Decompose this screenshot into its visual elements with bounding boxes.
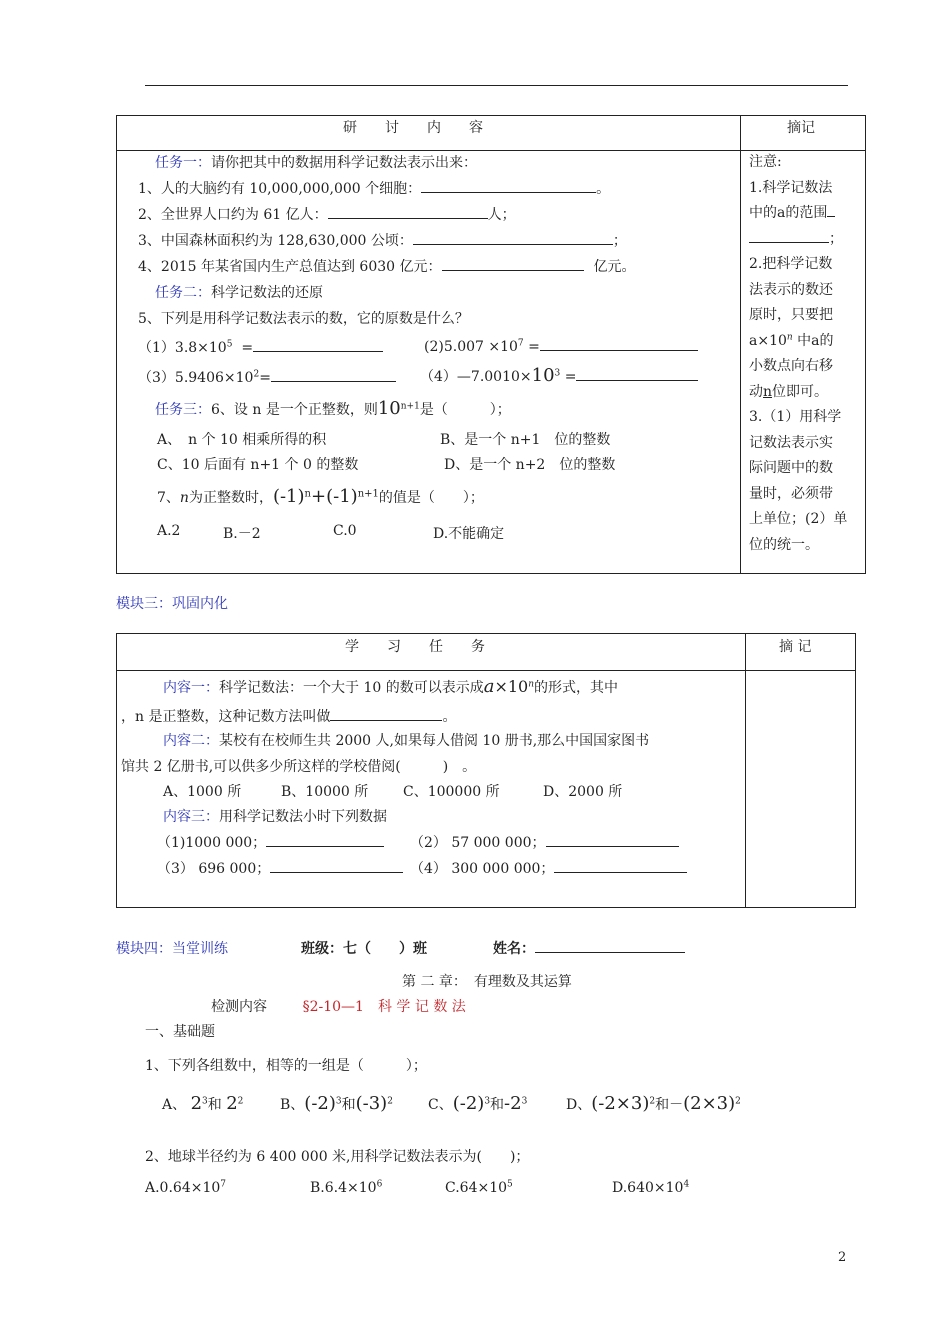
note-line-8: 小数点向右移 (749, 358, 833, 374)
content1-label: 内容一： (163, 680, 219, 696)
note-line-10: 3.（1）用科学 (749, 409, 842, 425)
question-2-text: 2、全世界人口约为 61 亿人： (138, 207, 328, 223)
answer-blank-1[interactable] (421, 179, 596, 193)
b2-option-b[interactable] (310, 1180, 382, 1196)
b1-d2: (2×3) (683, 1093, 736, 1114)
question-4-text: 4、2015 年某省国内生产总值达到 6030 亿元： (138, 259, 442, 275)
content2-option-d[interactable]: D、2000 所 (543, 784, 623, 800)
chapter-title: 第 二 章： 有理数及其运算 (402, 974, 572, 990)
content3-item-3 (157, 858, 403, 878)
content2-line1 (163, 730, 649, 750)
note-line-3-text: ； (829, 230, 843, 247)
question-5-1 (138, 337, 383, 357)
table2-header-rule (116, 670, 856, 671)
content1-line2-text: ，n 是正整数，这种记数方法叫做 (121, 709, 331, 725)
note-line-14: 上单位；(2）单 (749, 511, 848, 527)
b2-b-text: B.6.4×10 (310, 1180, 377, 1196)
content3-blank-2[interactable] (546, 833, 679, 847)
b1-a1: 2 (190, 1093, 203, 1114)
q6-exp: n+1 (400, 401, 420, 412)
test-section: §2-10—1 科 学 记 数 法 (302, 999, 466, 1015)
table2-header-left: 学 习 任 务 (345, 639, 485, 655)
question-4 (138, 256, 636, 276)
b1-b-and: 和 (341, 1097, 356, 1113)
content2-option-c[interactable]: C、100000 所 (403, 784, 500, 800)
answer-blank-5-2[interactable] (540, 337, 698, 351)
b1-option-d[interactable] (566, 1093, 741, 1114)
task3-line (155, 398, 511, 419)
q5-4-exp: 3 (554, 368, 561, 379)
q6-option-c[interactable]: C、10 后面有 n+1 个 0 的整数 (157, 457, 359, 473)
answer-blank-4[interactable] (442, 257, 584, 271)
q7-end: 的值是（ ）； (378, 490, 484, 506)
basic-question-2: 2、地球半径约为 6 400 000 米,用科学记数法表示为( )； (145, 1149, 530, 1165)
task1-line (155, 152, 477, 172)
question-3-text: 3、中国森林面积约为 128,630,000 公顷： (138, 233, 413, 249)
b1-d1: (-2×3) (591, 1093, 650, 1114)
b1-option-c[interactable] (428, 1093, 527, 1114)
task1-label: 任务一： (155, 155, 211, 171)
note-line-7-text: a×10 (749, 332, 787, 349)
content1-line1 (163, 676, 618, 697)
name-field (493, 938, 685, 958)
table1-divider (740, 115, 741, 574)
b2-b-exp: 6 (376, 1179, 383, 1190)
b1-b1: (-2) (304, 1093, 336, 1114)
note-n2: n (763, 383, 773, 400)
b1-b-label: B、 (280, 1097, 305, 1113)
content2-line2: 馆共 2 亿册书,可以供多少所这样的学校借阅( ) 。 (121, 759, 477, 775)
notes-column (749, 150, 847, 558)
module4-title: 模块四：当堂训练 (116, 941, 228, 957)
note-line-4: 2.把科学记数 (749, 256, 833, 272)
note-line-2 (749, 201, 847, 227)
q7-expr2-exp: n+1 (357, 488, 379, 500)
b1-d-and: 和－ (655, 1097, 684, 1113)
note-line-1: 1.科学记数法 (749, 179, 833, 196)
content3-item-1 (157, 832, 384, 852)
b2-c-exp: 5 (507, 1179, 513, 1190)
b1-d1-exp: 2 (649, 1096, 656, 1107)
task3-label: 任务三： (155, 402, 211, 418)
question-1 (138, 178, 610, 198)
b1-b2-exp: 2 (387, 1096, 393, 1107)
name-blank[interactable] (535, 939, 685, 953)
q6-option-d[interactable]: D、是一个 n+2 位的整数 (444, 457, 616, 473)
question-5-3 (138, 367, 396, 387)
b1-a-and: 和 (207, 1097, 222, 1113)
content3-item-2-text: （2） 57 000 000； (410, 835, 546, 851)
q7-option-a[interactable]: A.2 (157, 523, 181, 539)
note-tail: 位即可。 (772, 383, 829, 400)
b1-d2-exp: 2 (735, 1096, 741, 1107)
question-1-end: 。 (596, 181, 611, 197)
q7-expr2: (-1) (326, 486, 358, 507)
question-1-text: 1、人的大脑约有 10,000,000,000 个细胞： (138, 181, 422, 197)
b1-c-label: C、 (428, 1097, 453, 1113)
q5-2-exp: 7 (517, 338, 524, 349)
content3-item-3-text: （3） 696 000； (157, 861, 271, 877)
b1-a2: 2 (226, 1093, 238, 1114)
question-5: 5、下列是用科学记数法表示的数，它的原数是什么？ (138, 311, 469, 327)
content3-blank-3[interactable] (270, 859, 403, 873)
q5-3-text: （3）5.9406×10 (138, 370, 254, 386)
content3-label: 内容三： (163, 809, 219, 825)
page-number: 2 (838, 1250, 847, 1265)
note-line-5: 法表示的数还 (749, 281, 833, 298)
answer-blank-5-3[interactable] (271, 368, 396, 382)
q7-mid: 为正整数时， (188, 490, 273, 506)
b2-a-text: A.0.64×10 (145, 1180, 221, 1196)
b1-b2: (-3) (355, 1093, 388, 1114)
q5-1-eq: = (241, 340, 254, 356)
question-2-end: 人； (487, 207, 516, 223)
answer-blank-5-4[interactable] (576, 367, 698, 381)
q6-base: 10 (377, 398, 401, 419)
q7-expr1: (-1) (272, 486, 305, 507)
table2-header-right: 摘 记 (779, 639, 812, 655)
b1-option-a[interactable] (162, 1093, 243, 1114)
question-5-4 (420, 365, 698, 386)
content2-label: 内容二： (163, 733, 219, 749)
question-7 (157, 486, 484, 507)
b1-b1-exp: 3 (335, 1096, 342, 1107)
q5-4-text: （4）—7.0010× (420, 369, 532, 385)
b1-c-and: 和 (490, 1097, 505, 1113)
b1-c2-exp: 3 (521, 1096, 528, 1107)
content2-option-b[interactable]: B、10000 所 (281, 784, 369, 800)
table1-header-right: 摘记 (787, 120, 815, 136)
task2-text: 科学记数法的还原 (211, 285, 323, 301)
b1-a2-exp: 2 (237, 1096, 244, 1107)
note-line-15: 位的统一。 (749, 536, 819, 553)
question-2 (138, 204, 516, 224)
note-line-9-text: 动 (749, 383, 763, 400)
note-line-12: 际问题中的数 (749, 460, 833, 476)
note-line-0: 注意: (749, 154, 782, 170)
table2-divider (745, 633, 746, 908)
b1-option-b[interactable] (280, 1093, 393, 1114)
b1-c1: (-2) (452, 1093, 485, 1114)
table1-header-left: 研 讨 内 容 (343, 120, 483, 136)
question-3 (138, 230, 627, 250)
content3-line (163, 806, 387, 826)
b2-d-text: D.640×10 (612, 1180, 684, 1196)
basic-heading: 一、基础题 (145, 1024, 215, 1040)
content1-x10: ×10 (494, 677, 529, 696)
q7-pre: 7、 (157, 490, 180, 506)
b1-d-label: D、 (566, 1097, 592, 1113)
answer-blank-5-1[interactable] (253, 338, 383, 352)
note-line-2-text: 中的a的范围 (749, 205, 828, 221)
q7-plus: + (311, 486, 327, 507)
question-6-end: 是（ ）； (419, 402, 511, 418)
b1-c2: -2 (504, 1093, 522, 1114)
q5-2-text: (2)5.007 ×10 (424, 339, 518, 355)
content1-line2-end: 。 (442, 709, 457, 725)
task2-label: 任务二： (155, 285, 211, 301)
note-line-3 (749, 227, 847, 253)
question-3-end: ； (612, 233, 627, 249)
content3-text: 用科学记数法小时下列数据 (219, 809, 387, 825)
content2-text: 某校有在校师生共 2000 人,如果每人借阅 10 册书,那么中国国家图书 (219, 733, 650, 749)
q7-n: n (179, 490, 189, 506)
content1-line2 (121, 706, 456, 726)
b2-d-exp: 4 (683, 1179, 690, 1190)
answer-blank-2[interactable] (328, 205, 488, 219)
b2-option-d[interactable] (612, 1180, 689, 1196)
note-line-11: 记数法表示实 (749, 434, 833, 451)
note-mid: 中a的 (797, 332, 834, 349)
test-line (211, 996, 466, 1016)
content3-item-4 (410, 858, 687, 878)
content3-item-1-text: （1)1000 000； (157, 835, 267, 851)
q5-1-exp: 5 (226, 339, 233, 350)
question-4-end: 亿元。 (593, 259, 636, 275)
task2-line (155, 282, 323, 302)
note-blank-1[interactable] (827, 203, 835, 217)
note-blank-2[interactable] (749, 229, 829, 243)
note-line-7 (749, 329, 847, 355)
question-6-text: 6、设 n 是一个正整数，则 (211, 402, 378, 418)
q7-option-c[interactable]: C.0 (333, 523, 357, 539)
q5-2-eq: = (528, 339, 540, 355)
content3-blank-4[interactable] (554, 859, 687, 873)
content3-blank-1[interactable] (266, 833, 384, 847)
answer-blank-3[interactable] (413, 231, 613, 245)
b2-option-c[interactable] (445, 1180, 513, 1196)
content1-blank[interactable] (330, 707, 442, 721)
note-line-13: 量时，必须带 (749, 485, 833, 502)
content1-a: a (483, 676, 495, 697)
basic-question-1: 1、下列各组数中，相等的一组是（ ）； (145, 1058, 427, 1074)
b1-a1-exp: 3 (202, 1096, 208, 1107)
q6-option-a[interactable]: A、 n 个 10 相乘所得的积 (157, 432, 327, 448)
module3-title: 模块三：巩固内化 (116, 596, 228, 612)
q5-4-eq: = (564, 369, 577, 385)
q5-1-text: （1）3.8×10 (138, 340, 227, 356)
b1-c1-exp: 3 (484, 1096, 491, 1107)
question-5-2 (424, 337, 698, 355)
test-label: 检测内容 (211, 999, 267, 1015)
q5-3-eq: = (259, 370, 271, 386)
q5-4-base: 10 (531, 365, 555, 386)
content3-item-4-text: （4） 300 000 000； (410, 861, 555, 877)
b2-c-text: C.64×10 (445, 1180, 508, 1196)
content1-exp: n (528, 679, 535, 690)
content1-end: 的形式，其中 (534, 680, 619, 696)
q7-option-b[interactable]: B.－2 (223, 526, 261, 542)
b2-option-a[interactable] (145, 1180, 226, 1196)
content1-text: 科学记数法：一个大于 10 的数可以表示成 (219, 680, 484, 696)
header-rule (145, 85, 848, 86)
note-n: n (786, 331, 793, 342)
class-field: 班级：七（ ）班 (301, 941, 427, 957)
name-label: 姓名： (493, 941, 535, 957)
q7-option-d[interactable]: D.不能确定 (433, 526, 505, 542)
b2-a-exp: 7 (220, 1179, 227, 1190)
q7-expr1-exp: n (304, 488, 311, 500)
note-line-6: 原时，只要把 (749, 307, 833, 323)
b1-a-label: A、 (162, 1097, 187, 1113)
q5-3-exp: 2 (253, 369, 260, 380)
content3-item-2 (410, 832, 679, 852)
content2-option-a[interactable]: A、1000 所 (163, 784, 242, 800)
note-line-9 (749, 380, 847, 406)
task1-text: 请你把其中的数据用科学记数法表示出来： (211, 155, 477, 171)
q6-option-b[interactable]: B、是一个 n+1 位的整数 (440, 432, 611, 448)
